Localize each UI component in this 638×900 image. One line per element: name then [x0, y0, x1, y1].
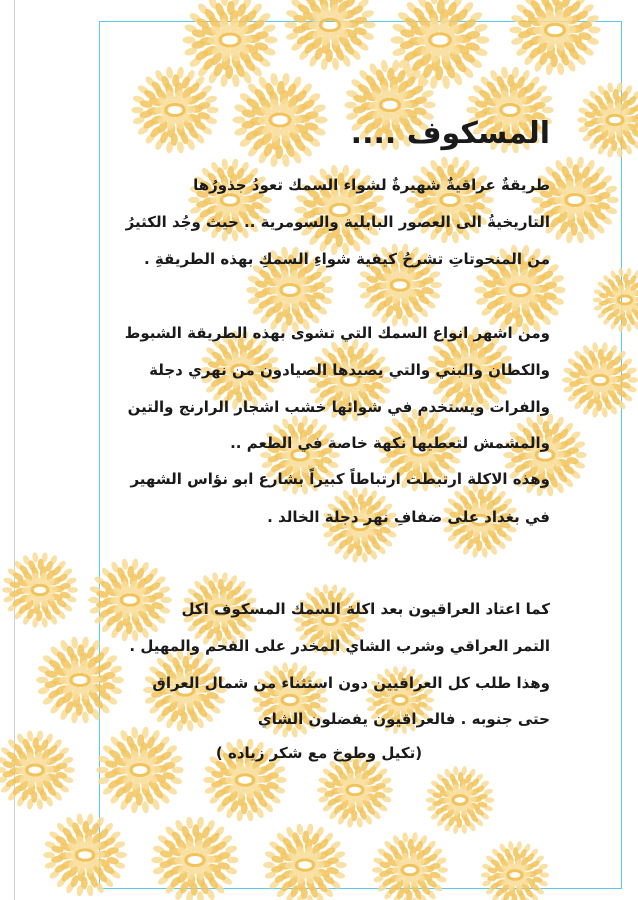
text-line: في بغداد على ضفافِ نهر دجلة الخالد . [267, 508, 550, 526]
text-line: التمر العراقي وشرب الشاي المخدر على الفحم والمهيل . [129, 637, 550, 655]
text-line: وهذه الاكلة ارتبطت ارتباطاً كبيراً بشارع ابو نؤاس الشهير [130, 470, 550, 488]
text-line: من المنحوتاتِ تشرحُ كيفية شواءِ السمكِ بهذه الطريقةِ . [144, 250, 550, 268]
text-line: والمشمش لتعطيها نكهة خاصة في الطعم .. [230, 434, 550, 452]
text-line: التاريخيةُ الى العصور البابلية والسومرية .. حيث وجُد الكثيرُ [125, 213, 550, 231]
page-title: المسكوف .... [350, 116, 550, 151]
text-line: كما اعتاد العراقيون بعد اكلة السمك المسكوف اكل [181, 600, 550, 618]
text-line: حتى جنوبه . فالعراقيون يفضلون الشاي [257, 710, 550, 728]
text-line: وهذا طلب كل العراقيين دون استثناء من شمال العراق [152, 674, 550, 692]
text-line: والكطان والبني والتي يصيدها الصيادون من نهري دجلة [149, 361, 550, 379]
text-line: والفرات ويستخدم في شوائها خشب اشجار الرارنج والتين [127, 398, 550, 416]
closing-line: (تكيل وطوخ مع شكر زياده ) [215, 744, 423, 762]
text-line: طريقةٌ عراقيةٌ شهيرةٌ لشواء السمك تعودُ جذورُها [193, 176, 550, 194]
text-line: ومن اشهر انواع السمك التي تشوى بهذه الطريقة الشبوط [124, 324, 550, 342]
